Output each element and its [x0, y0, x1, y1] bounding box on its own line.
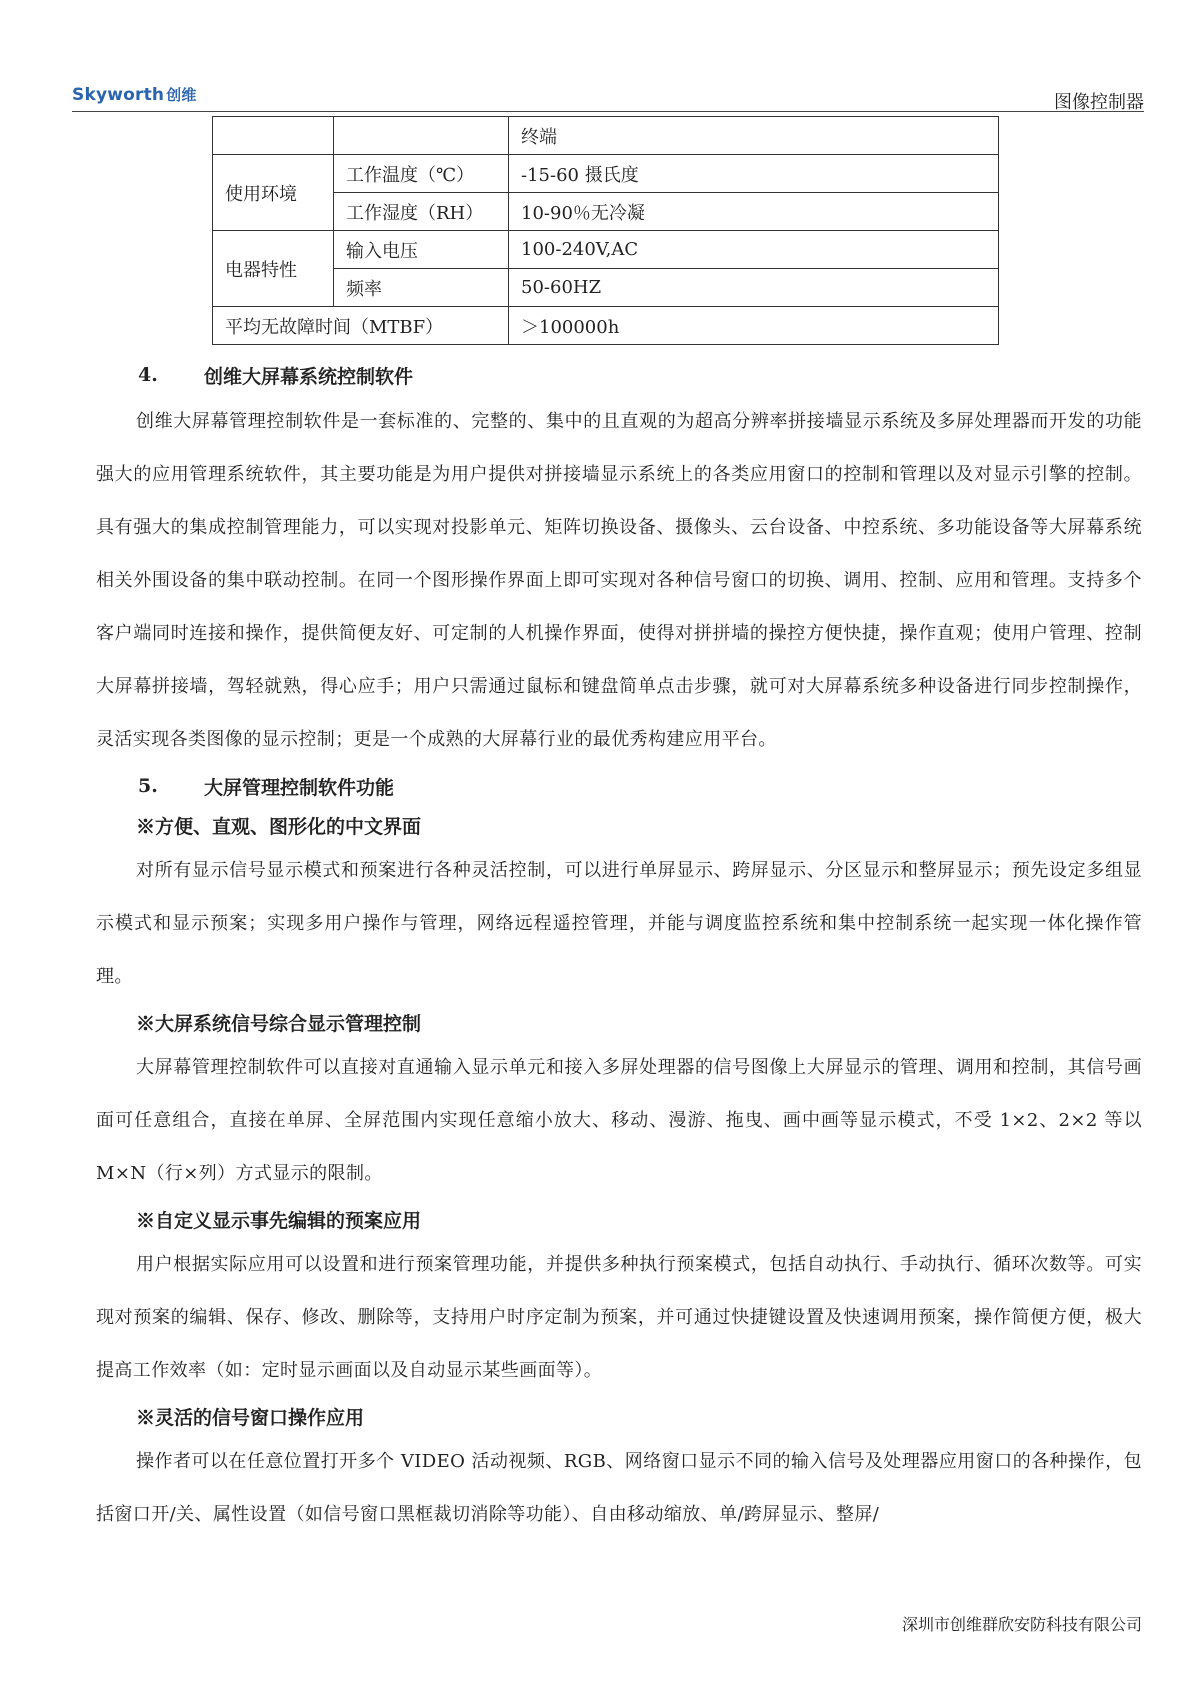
- table-cell: [334, 117, 509, 155]
- table-cell: 频率: [334, 269, 509, 307]
- env-group-label: 使用环境: [213, 155, 334, 231]
- subsection-paragraph: 对所有显示信号显示模式和预案进行各种灵活控制，可以进行单屏显示、跨屏显示、分区显示和整屏显示；预先设定多组显示模式和显示预案；实现多用户操作与管理，网络远程遥控管理，并能与调度监控系统和集中控制系统一起实现一体化操作管理。: [96, 860, 1142, 987]
- table-cell: 50-60HZ: [509, 269, 999, 307]
- table-cell: 100-240V,AC: [509, 231, 999, 269]
- section-title: 大屏管理控制软件功能: [204, 776, 395, 799]
- section-4-heading: [96, 355, 1142, 395]
- table-cell: -15-60 摄氏度: [509, 155, 999, 193]
- table-row: [213, 155, 999, 193]
- elec-group-label: 电器特性: [213, 231, 334, 307]
- footer-company: 深圳市创维群欣安防科技有限公司: [901, 1615, 1142, 1634]
- table-cell: 工作温度（℃）: [334, 155, 509, 193]
- table-cell: 终端: [509, 117, 999, 155]
- table-row: [213, 307, 999, 345]
- spec-table: [212, 116, 999, 345]
- subsection-paragraph: 大屏幕管理控制软件可以直接对直通输入显示单元和接入多屏处理器的信号图像上大屏显示的管理、调用和控制，其信号画面可任意组合，直接在单屏、全屏范围内实现任意缩小放大、移动、漫游、拖曳、画中画等显示模式，不受 1×2、2×2 等以 M×N（行×列）方式显示的限制。: [96, 1057, 1142, 1184]
- table-row: [213, 231, 999, 269]
- table-cell: 输入电压: [334, 231, 509, 269]
- table-cell: 工作湿度（RH）: [334, 193, 509, 231]
- section-number: 5.: [138, 775, 158, 797]
- page-body: [96, 355, 1142, 1541]
- table-cell: 10-90％无冷凝: [509, 193, 999, 231]
- section-number: 4.: [138, 364, 158, 386]
- subsection-heading: ※方便、直观、图形化的中文界面: [136, 815, 422, 838]
- subsection-paragraph: 操作者可以在任意位置打开多个 VIDEO 活动视频、RGB、网络窗口显示不同的输入信号及处理器应用窗口的各种操作，包括窗口开/关、属性设置（如信号窗口黑框裁切消除等功能）、自由移动缩放、单/跨屏显示、整屏/: [96, 1451, 1142, 1525]
- subsection-paragraph: 用户根据实际应用可以设置和进行预案管理功能，并提供多种执行预案模式，包括自动执行、手动执行、循环次数等。可实现对预案的编辑、保存、修改、删除等，支持用户时序定制为预案，并可通过快捷键设置及快速调用预案，操作简便方便，极大提高工作效率（如：定时显示画面以及自动显示某些画面等）。: [96, 1254, 1142, 1381]
- section-4-paragraph: 创维大屏幕管理控制软件是一套标准的、完整的、集中的且直观的为超高分辨率拼接墙显示系统及多屏处理器而开发的功能强大的应用管理系统软件，其主要功能是为用户提供对拼接墙显示系统上的各类应用窗口的控制和管理以及对显示引擎的控制。具有强大的集成控制管理能力，可以实现对投影单元、矩阵切换设备、摄像头、云台设备、中控系统、多功能设备等大屏幕系统相关外围设备的集中联动控制。在同一个图形操作界面上即可实现对各种信号窗口的切换、调用、控制、应用和管理。支持多个客户端同时连接和操作，提供简便友好、可定制的人机操作界面，使得对拼拼墙的操控方便快捷，操作直观；使用户管理、控制大屏幕拼接墙，驾轻就熟，得心应手；用户只需通过鼠标和键盘简单点击步骤，就可对大屏幕系统多种设备进行同步控制操作，灵活实现各类图像的显示控制；更是一个成熟的大屏幕行业的最优秀构建应用平台。: [96, 411, 1142, 750]
- logo-cn-text: 创维: [166, 86, 197, 104]
- document-title: 图像控制器: [1054, 92, 1144, 113]
- brand-logo: [72, 84, 197, 105]
- logo-text: Skyworth: [72, 85, 165, 105]
- table-row: [213, 117, 999, 155]
- subsection-heading: ※大屏系统信号综合显示管理控制: [136, 1012, 422, 1035]
- header-divider: [72, 111, 1144, 112]
- section-5-heading: [96, 766, 1142, 806]
- section-title: 创维大屏幕系统控制软件: [204, 365, 414, 388]
- table-cell: [213, 117, 334, 155]
- table-cell: ＞100000h: [509, 307, 999, 345]
- subsection-heading: ※灵活的信号窗口操作应用: [136, 1406, 365, 1429]
- subsection-heading: ※自定义显示事先编辑的预案应用: [136, 1209, 422, 1232]
- table-cell: 平均无故障时间（MTBF）: [213, 307, 509, 345]
